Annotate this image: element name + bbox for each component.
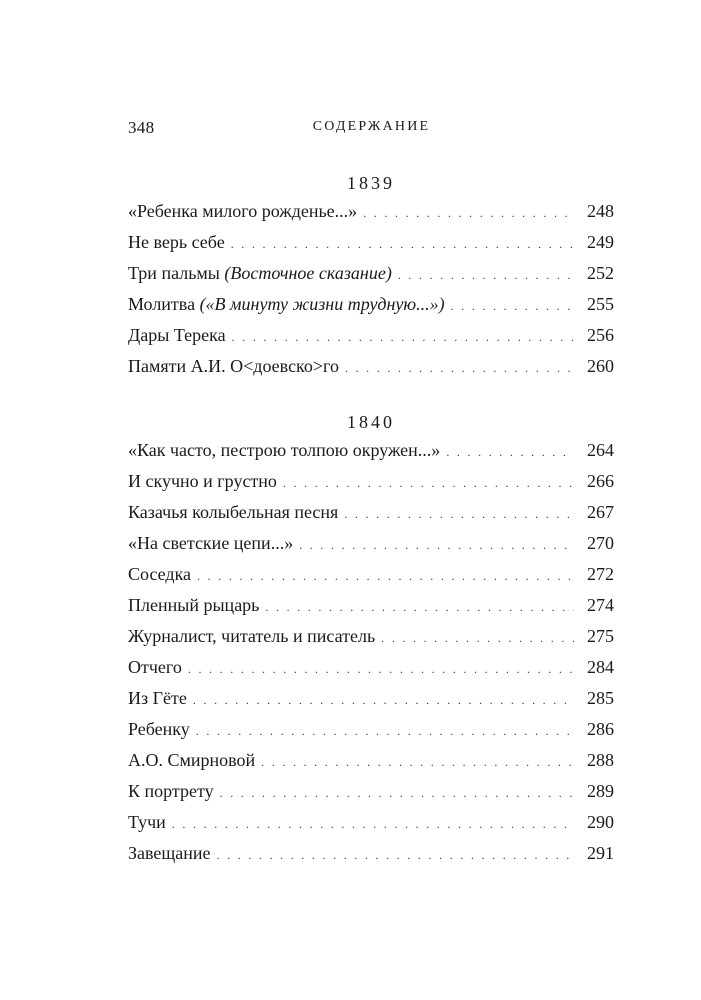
toc-entry-title-text: Ребенку [128,719,190,739]
toc-list [128,439,614,873]
toc-entry-title [128,200,357,222]
dot-leader [446,441,574,463]
toc-entry-title [128,625,375,647]
toc-entry-title-text: Три пальмы [128,263,225,283]
toc-entry-title [128,532,293,554]
toc-entry-title [128,656,182,678]
toc-entry-title-text: Отчего [128,657,182,677]
toc-entry-title-text: Журналист, читатель и писатель [128,626,376,646]
dot-leader [220,782,574,804]
toc-entry-page-number: 255 [587,294,614,314]
toc-entry-title [128,811,166,833]
toc-entry-title-text: Соседка [128,564,192,584]
dot-leader [193,689,574,711]
toc-entry-title [128,687,187,709]
toc-section-1839 [128,172,614,386]
dot-leader [451,295,574,317]
toc-entry-title-text: К портрету [128,781,214,801]
toc-entry-title [128,563,191,585]
toc-entry [128,200,614,231]
toc-entry-page-number: 272 [587,564,614,584]
toc-entry-title [128,470,277,492]
toc-entry-page-number: 267 [587,502,614,522]
toc-entry-title-text: «Как часто, пестрою толпою окружен...» [128,440,441,460]
dot-leader [188,658,574,680]
toc-entry-page-number: 252 [587,263,614,283]
dot-leader [261,751,574,773]
running-head [128,118,615,140]
dot-leader [197,565,574,587]
toc-entry [128,231,614,262]
toc-entry-title [128,355,339,377]
toc-entry-page-number: 264 [587,440,614,460]
toc-entry-title-text: А.О. Смирновой [128,750,256,770]
toc-entry-title-text: Пленный рыцарь [128,595,260,615]
toc-entry [128,501,614,532]
toc-entry [128,687,614,718]
toc-entry [128,594,614,625]
toc-entry-page-number: 266 [587,471,614,491]
toc-entry-page-number: 248 [587,201,614,221]
toc-entry-page-number: 288 [587,750,614,770]
toc-entry [128,324,614,355]
toc-entry-title [128,594,259,616]
toc-entry [128,625,614,656]
toc-entry-page-number: 270 [587,533,614,553]
dot-leader [265,596,574,618]
toc-entry [128,780,614,811]
toc-entry-page-number: 274 [587,595,614,615]
toc-entry-title-text: Молитва [128,294,200,314]
toc-entry-title [128,324,226,346]
dot-leader [398,264,574,286]
toc-entry-title-text: Из Гёте [128,688,187,708]
toc-entry-title [128,842,211,864]
dot-leader [363,202,574,224]
toc-entry [128,293,614,324]
toc-entry [128,811,614,842]
toc-entry-page-number: 256 [587,325,614,345]
toc-entry-subtitle: («В минуту жизни трудную...») [199,294,445,314]
toc-entry [128,563,614,594]
dot-leader [231,233,574,255]
toc-entry-subtitle: (Восточное сказание) [224,263,392,283]
toc-entry-page-number: 289 [587,781,614,801]
toc-entry-title [128,293,445,315]
toc-entry-page-number: 290 [587,812,614,832]
toc-entry-page-number: 284 [587,657,614,677]
running-title: СОДЕРЖАНИЕ [312,119,431,134]
section-year: 1840 [347,412,395,432]
dot-leader [381,627,574,649]
toc-entry [128,470,614,501]
dot-leader [283,472,574,494]
toc-entry-title-text: Тучи [128,812,166,832]
toc-entry-title-text: «На светские цепи...» [128,533,294,553]
toc-entry [128,532,614,563]
dot-leader [299,534,574,556]
toc-entry-page-number: 285 [587,688,614,708]
toc-list [128,200,614,386]
page-number: 348 [128,118,155,137]
dot-leader [196,720,574,742]
dot-leader [344,503,574,525]
toc-entry-title [128,749,255,771]
toc-entry [128,718,614,749]
toc-entry-page-number: 286 [587,719,614,739]
dot-leader [217,844,575,866]
toc-entry-title-text: Не верь себе [128,232,225,252]
toc-entry-title [128,718,190,740]
toc-entry-title [128,501,338,523]
section-year: 1839 [347,173,395,193]
toc-entry-page-number: 260 [587,356,614,376]
dot-leader [232,326,574,348]
toc-entry-page-number: 249 [587,232,614,252]
toc-section-1840 [128,411,614,873]
toc-entry-page-number: 291 [587,843,614,863]
toc-entry [128,749,614,780]
toc-entry-title-text: Дары Терека [128,325,226,345]
toc-entry-title [128,262,392,284]
toc-entry-page-number: 275 [587,626,614,646]
toc-entry-title-text: «Ребенка милого рожденье...» [128,201,358,221]
toc-entry-title-text: Памяти А.И. О<доевско>го [128,356,339,376]
toc-entry [128,842,614,873]
toc-entry-title-text: Завещание [128,843,211,863]
toc-entry [128,439,614,470]
dot-leader [345,357,574,379]
toc-entry-title-text: И скучно и грустно [128,471,277,491]
toc-entry [128,656,614,687]
toc-entry [128,262,614,293]
toc-entry-title-text: Казачья колыбельная песня [128,502,339,522]
toc-entry-title [128,780,214,802]
toc-entry [128,355,614,386]
dot-leader [172,813,574,835]
toc-entry-title [128,231,225,253]
toc-entry-title [128,439,440,461]
